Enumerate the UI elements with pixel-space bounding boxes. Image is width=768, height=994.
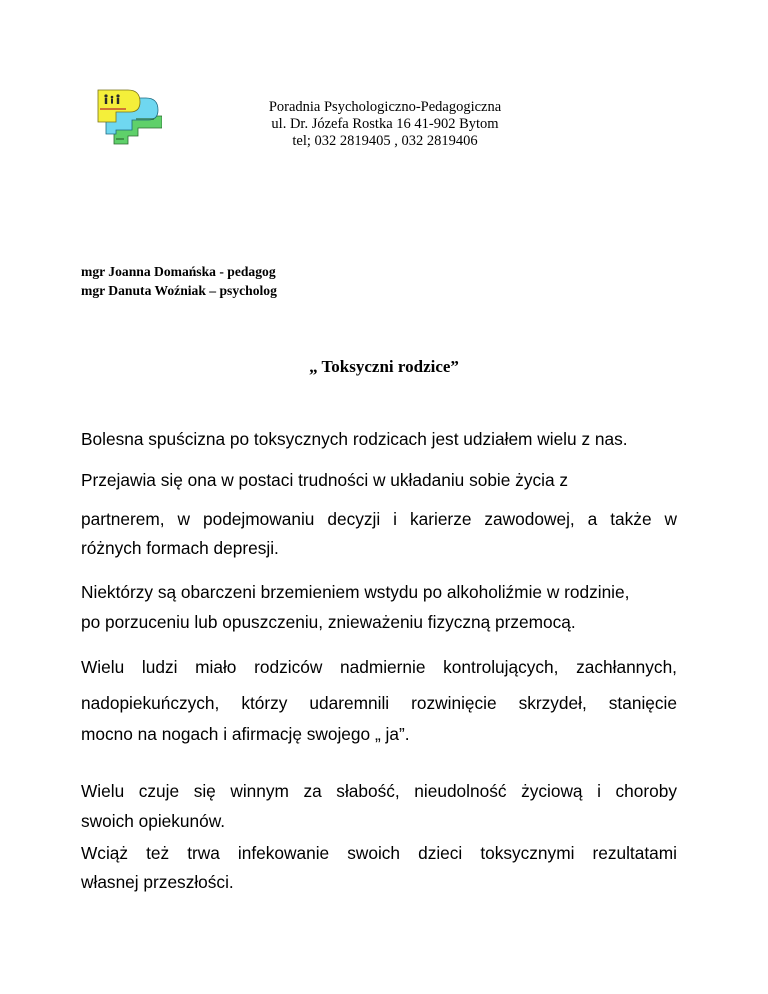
paragraph-1-line-1: Bolesna spuścizna po toksycznych rodzicach jest udziałem wielu z nas. [81, 429, 628, 449]
paragraph-2-line-3: różnych formach depresji. [81, 538, 279, 558]
paragraph-3-line-1: Niektórzy są obarczeni brzemieniem wstydu po alkoholiźmie w rodzinie, [81, 582, 630, 602]
paragraph-4-line-2: nadopiekuńczych, którzy udaremnili rozwinięcie skrzydeł, stanięcie [81, 693, 677, 713]
paragraph-6-line-2: własnej przeszłości. [81, 872, 234, 892]
clinic-address: ul. Dr. Józefa Rostka 16 41-902 Bytom [271, 116, 499, 132]
document-title: „ Toksyczni rodzice” [309, 357, 459, 376]
author-2: mgr Danuta Woźniak – psycholog [81, 283, 277, 298]
paragraph-2-line-1: Przejawia się ona w postaci trudności w układaniu sobie życia z [81, 470, 568, 490]
paragraph-5-line-2: swoich opiekunów. [81, 811, 226, 831]
author-1: mgr Joanna Domańska - pedagog [81, 264, 276, 279]
clinic-phone: tel; 032 2819405 , 032 2819406 [292, 133, 478, 149]
paragraph-4-line-3: mocno na nogach i afirmację swojego „ ja”. [81, 724, 410, 744]
paragraph-6-line-1: Wciąż też trwa infekowanie swoich dzieci toksycznymi rezultatami [81, 843, 677, 863]
paragraph-4-line-1: Wielu ludzi miało rodziców nadmiernie kontrolujących, zachłannych, [81, 657, 677, 677]
paragraph-5-line-1: Wielu czuje się winnym za słabość, nieudolność życiową i choroby [81, 781, 677, 801]
authors-block [81, 262, 277, 300]
clinic-name: Poradnia Psychologiczno-Pedagogiczna [268, 99, 502, 115]
clinic-logo [92, 86, 162, 148]
paragraph-2-line-2: partnerem, w podejmowaniu decyzji i karierze zawodowej, a także w [81, 509, 677, 529]
letterhead [230, 99, 540, 150]
paragraph-3-line-2: po porzuceniu lub opuszczeniu, znieważeniu fizyczną przemocą. [81, 612, 576, 632]
